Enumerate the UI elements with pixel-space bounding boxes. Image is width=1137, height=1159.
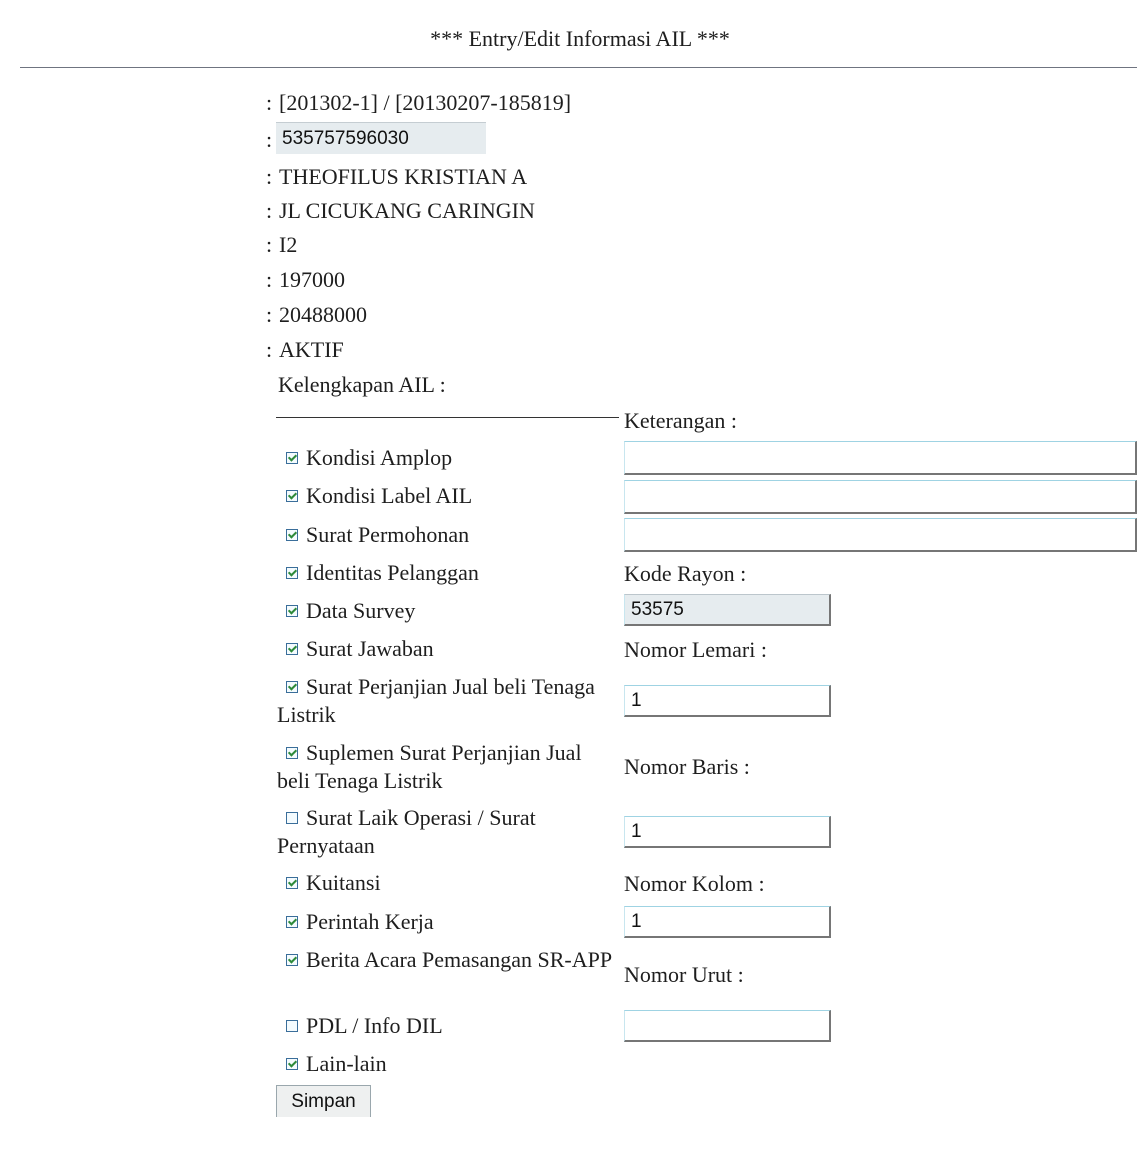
nomor-urut-label: Nomor Urut :	[624, 962, 744, 987]
checklist-item-kondisi-amplop[interactable]	[277, 444, 617, 472]
nomor-kolom-label: Nomor Kolom :	[624, 871, 765, 896]
checkbox-icon[interactable]	[286, 490, 298, 502]
kode-rayon-label: Kode Rayon :	[624, 561, 747, 586]
checklist-item-surat-permohonan[interactable]	[277, 521, 617, 549]
simpan-button[interactable]: Simpan	[276, 1085, 371, 1117]
colon: :	[266, 267, 273, 292]
checkbox-icon[interactable]	[286, 452, 298, 464]
checklist-label: PDL / Info DIL	[306, 1013, 443, 1038]
checklist-item-kondisi-label-ail[interactable]	[277, 482, 617, 510]
checklist-label: Berita Acara Pemasangan SR-APP	[306, 947, 613, 972]
keterangan-label: Keterangan :	[624, 408, 737, 433]
checklist-label: Lain-lain	[306, 1051, 387, 1076]
alamat-pelanggan-value: JL CICUKANG CARINGIN	[279, 198, 535, 223]
colon: :	[266, 232, 273, 257]
kelengkapan-label: Kelengkapan AIL :	[278, 372, 446, 397]
checkbox-icon[interactable]	[286, 567, 298, 579]
nomor-baris-input[interactable]	[624, 816, 831, 848]
checkbox-icon[interactable]	[286, 812, 298, 824]
status-pelanggan-value: AKTIF	[279, 337, 344, 362]
checklist-item-identitas-pelanggan[interactable]	[277, 559, 617, 587]
checkbox-icon[interactable]	[286, 954, 298, 966]
checklist-item-suplemen-surat-perjanjian[interactable]	[277, 739, 617, 795]
colon: :	[266, 127, 273, 152]
checklist-label: Kuitansi	[306, 870, 381, 895]
kode-rayon-input[interactable]	[624, 594, 831, 626]
nomor-kolom-input[interactable]	[624, 906, 831, 938]
colon: :	[266, 302, 273, 327]
checkbox-icon[interactable]	[286, 529, 298, 541]
checklist-label: Identitas Pelanggan	[306, 560, 479, 585]
nama-pelanggan-value: THEOFILUS KRISTIAN A	[279, 164, 528, 189]
nomor-lemari-label: Nomor Lemari :	[624, 637, 767, 662]
checklist-item-surat-jawaban[interactable]	[277, 635, 617, 663]
checklist-label: Surat Perjanjian Jual beli Tenaga Listrik	[277, 674, 595, 727]
checklist-label: Suplemen Surat Perjanjian Jual beli Tenaga Listrik	[277, 740, 582, 793]
colon: :	[266, 337, 273, 362]
checkbox-icon[interactable]	[286, 681, 298, 693]
checklist-item-perintah-kerja[interactable]	[277, 908, 617, 936]
checklist-item-kuitansi[interactable]	[277, 869, 617, 897]
checklist-label: Surat Laik Operasi / Surat Pernyataan	[277, 805, 536, 858]
tarif-value: I2	[279, 232, 298, 257]
keterangan-input-1[interactable]	[624, 441, 1137, 475]
rupiah-ujl-value: 20488000	[279, 302, 367, 327]
checklist-item-lain-lain[interactable]	[277, 1050, 617, 1078]
checkbox-icon[interactable]	[286, 1058, 298, 1070]
header-divider	[20, 67, 1137, 68]
checklist-label: Surat Jawaban	[306, 636, 434, 661]
checklist-item-surat-laik-operasi[interactable]	[277, 804, 617, 860]
checkbox-icon[interactable]	[286, 916, 298, 928]
checklist-label: Kondisi Amplop	[306, 445, 453, 470]
checkbox-icon[interactable]	[286, 1020, 298, 1032]
colon: :	[266, 90, 273, 115]
checkbox-icon[interactable]	[286, 643, 298, 655]
kelengkapan-divider	[276, 417, 619, 418]
daya-value: 197000	[279, 267, 345, 292]
checklist-label: Data Survey	[306, 598, 416, 623]
nomor-urut-input[interactable]	[624, 1010, 831, 1042]
checklist-label: Kondisi Label AIL	[306, 483, 473, 508]
checklist-item-surat-perjanjian[interactable]	[277, 673, 617, 729]
nomor-baris-label: Nomor Baris :	[624, 754, 750, 779]
checkbox-icon[interactable]	[286, 747, 298, 759]
keterangan-input-2[interactable]	[624, 480, 1137, 514]
checklist-item-berita-acara[interactable]	[277, 946, 617, 974]
id-pelanggan-value: 535757596030	[276, 122, 486, 154]
checkbox-icon[interactable]	[286, 877, 298, 889]
checkbox-icon[interactable]	[286, 605, 298, 617]
keterangan-input-3[interactable]	[624, 518, 1137, 552]
page-title: *** Entry/Edit Informasi AIL ***	[430, 26, 730, 51]
checklist-label: Surat Permohonan	[306, 522, 470, 547]
checklist-label: Perintah Kerja	[306, 909, 434, 934]
colon: :	[266, 164, 273, 189]
checklist-item-pdl-info-dil[interactable]	[277, 1012, 617, 1040]
checklist-item-data-survey[interactable]	[277, 597, 617, 625]
colon: :	[266, 198, 273, 223]
periode-value: [201302-1] / [20130207-185819]	[279, 90, 572, 115]
nomor-lemari-input[interactable]	[624, 685, 831, 717]
